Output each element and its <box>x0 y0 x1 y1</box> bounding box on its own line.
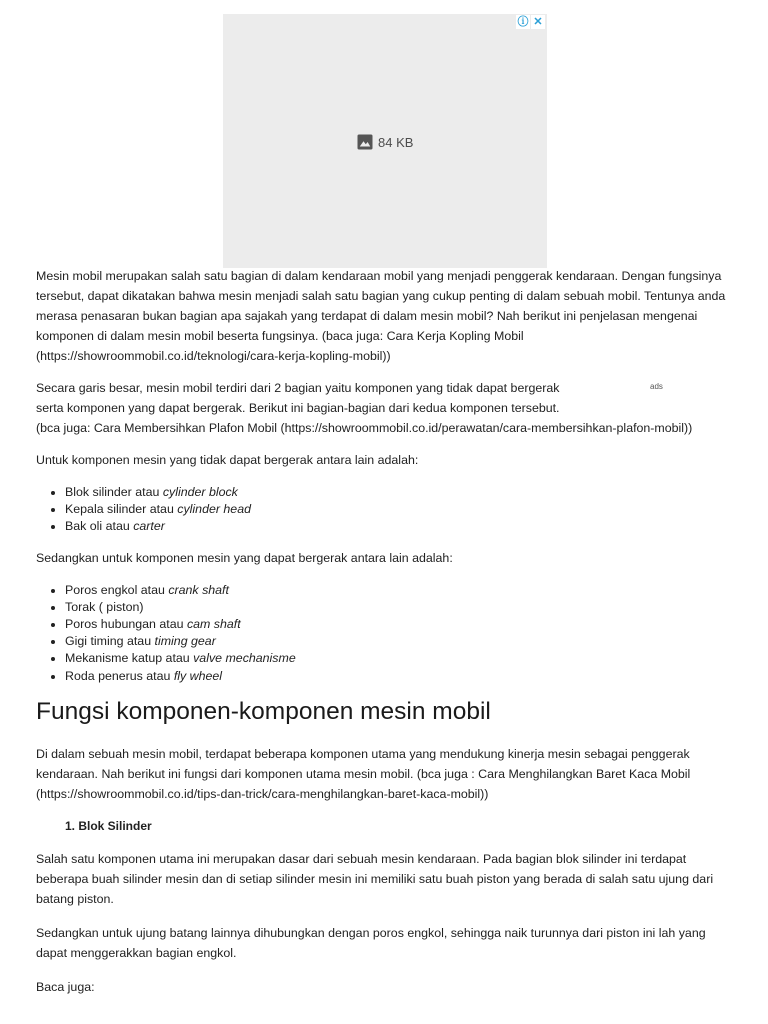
moving-components-heading: Sedangkan untuk komponen mesin yang dapat bergerak antara lain adalah: <box>36 550 453 565</box>
blok-silinder-paragraph-2: Sedangkan untuk ujung batang lainnya dihubungkan dengan poros engkol, sehingga naik turunnya dari piston ini lah yang dapat menggerakkan bagian engkol. <box>36 925 706 960</box>
list-item: • Torak ( piston) <box>65 599 736 616</box>
list-item: • Poros hubungan atau cam shaft <box>65 616 736 633</box>
garis-besar-line-2: serta komponen yang dapat bergerak. Berikut ini bagian-bagian dari kedua komponen tersebut. <box>36 401 560 415</box>
static-components-list <box>36 484 736 536</box>
article-content <box>36 266 736 997</box>
ads-label: ads <box>650 382 663 391</box>
ad-info-icon[interactable]: ⓘ <box>517 16 529 28</box>
static-components-heading: Untuk komponen mesin yang tidak dapat bergerak antara lain adalah: <box>36 453 419 467</box>
garis-besar-line-1: Secara garis besar, mesin mobil terdiri dari 2 bagian yaitu komponen yang tidak dapat bergerak <box>36 381 560 395</box>
garis-besar-line-3: (bca juga: Cara Membersihkan Plafon Mobil (https://showroommobil.co.id/perawatan/cara-membersihkan-plafon-mobil)) <box>36 421 693 435</box>
subsection-title: 1. Blok Silinder <box>65 818 152 833</box>
image-icon <box>356 133 374 151</box>
ad-close-icon[interactable]: ✕ <box>531 15 545 29</box>
ad-size-label: 84 KB <box>378 134 414 150</box>
baca-juga-label: Baca juga: <box>36 979 95 994</box>
list-item: • Mekanisme katup atau valve mechanisme <box>65 650 736 667</box>
list-item: • Kepala silinder atau cylinder head <box>65 501 736 518</box>
garis-besar-paragraph <box>36 378 736 438</box>
moving-components-list <box>36 582 736 685</box>
intro-paragraph: Mesin mobil merupakan salah satu bagian di dalam kendaraan mobil yang menjadi penggerak kendaraan. Dengan fungsinya tersebut, dapat dikatakan bahwa mesin menjadi salah satu bagian yang cukup penting di dalam sebuah mobil. Tentunya anda merasa penasaran bukan bagian apa sajakah yang terdapat di dalam mesin mobil? Nah berikut ini penjelasan mengenai komponen di dalam mesin mobil beserta fungsinya. (baca juga: Cara Kerja Kopling Mobil (https://showroommobil.co.id/teknologi/cara-kerja-kopling-mobil)) <box>36 269 726 363</box>
ad-placeholder <box>356 133 413 151</box>
section-intro-paragraph: Di dalam sebuah mesin mobil, terdapat beberapa komponen utama yang mendukung kinerja mesin sebagai penggerak kendaraan. Nah berikut ini fungsi dari komponen utama mesin mobil. (bca juga : Cara Menghilangkan Baret Kaca Mobil (https://showroommobil.co.id/tips-dan-trick/cara-menghilangkan-baret-kaca-mobil)) <box>36 746 691 801</box>
list-item: • Bak oli atau carter <box>65 518 736 535</box>
section-title: Fungsi komponen-komponen mesin mobil <box>36 697 491 725</box>
list-item: • Gigi timing atau timing gear <box>65 633 736 650</box>
list-item: • Roda penerus atau fly wheel <box>65 668 736 685</box>
blok-silinder-paragraph-1: Salah satu komponen utama ini merupakan dasar dari sebuah mesin kendaraan. Pada bagian blok silinder ini terdapat beberapa buah silinder mesin dan di setiap silinder mesin ini memiliki satu buah piston yang berada di salah satu ujung dari batang piston. <box>36 851 714 906</box>
list-item: • Poros engkol atau crank shaft <box>65 582 736 599</box>
ad-banner[interactable] <box>223 14 547 268</box>
ad-badges <box>516 15 545 29</box>
list-item: • Blok silinder atau cylinder block <box>65 484 736 501</box>
